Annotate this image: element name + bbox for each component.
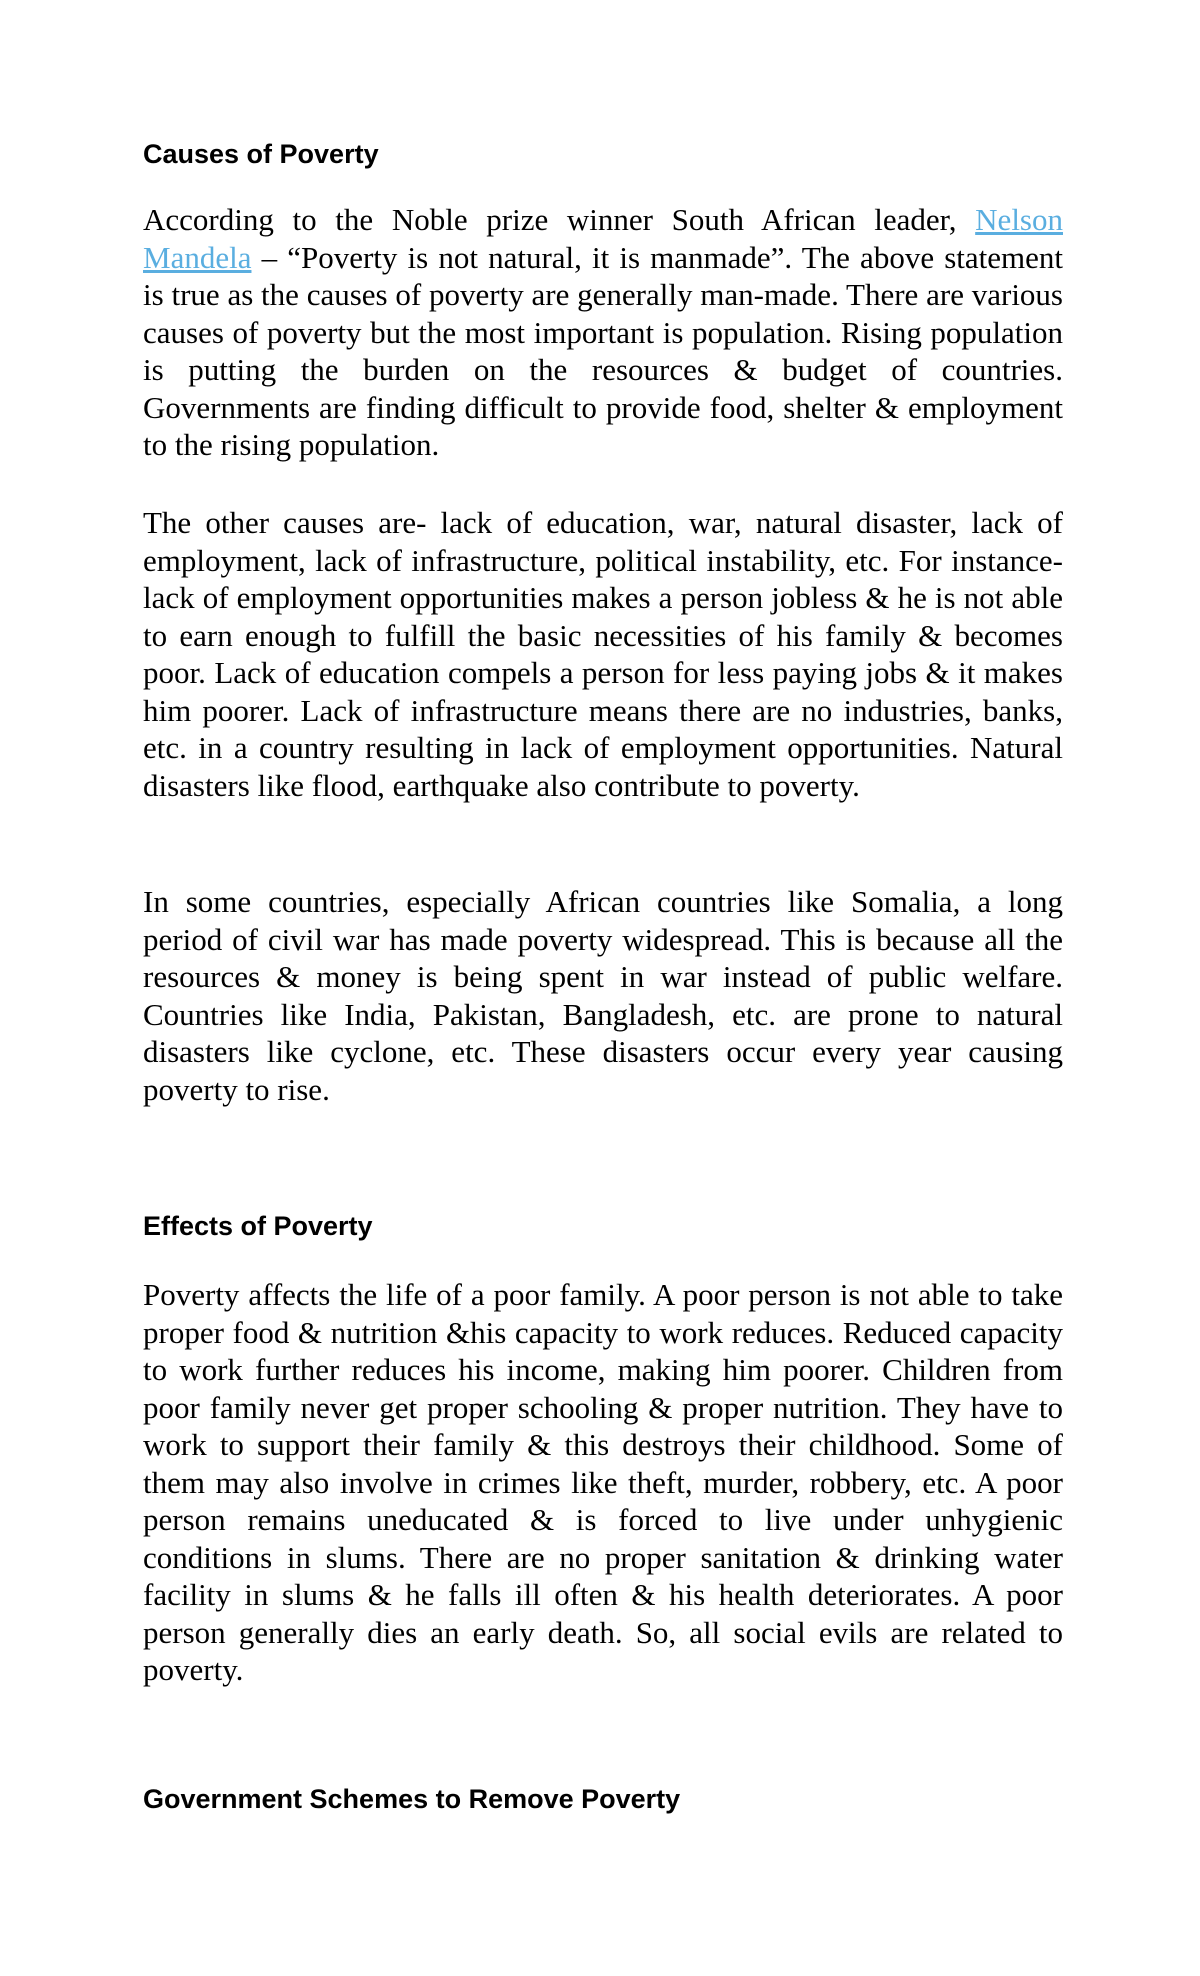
nelson-mandela-link[interactable]: Nelson Mandela bbox=[143, 202, 1063, 275]
paragraph-causes-3: In some countries, especially African countries like Somalia, a long period of civil war has made poverty widespread. This is because all the resources & money is being spent in war instead of public welfare. Countries like India, Pakistan, Bangladesh, etc. are prone to natural disasters like cyclone, etc. These disasters occur every year causing poverty to rise. bbox=[143, 884, 1063, 1107]
paragraph-text: – “Poverty is not natural, it is manmade”. The above statement is true as the causes of poverty are generally man-made. There are various causes of poverty but the most important is population. Rising population is putting the burden on the resources & budget of countries. Governments are finding difficult to provide food, shelter & employment to the rising population. bbox=[143, 239, 1063, 462]
paragraph-causes-2: The other causes are- lack of education, war, natural disaster, lack of employment, lack of infrastructure, political instability, etc. For instance- lack of employment opportunities makes a person jobless & he is not able to earn enough to fulfill the basic necessities of his family & becomes poor. Lack of education compels a person for less paying jobs & it makes him poorer. Lack of infrastructure means there are no industries, banks, etc. in a country resulting in lack of employment opportunities. Natural disasters like flood, earthquake also contribute to poverty. bbox=[143, 505, 1063, 803]
paragraph-text: According to the Noble prize winner South African leader, bbox=[143, 202, 976, 237]
heading-government-schemes: Government Schemes to Remove Poverty bbox=[143, 1784, 681, 1814]
paragraph-effects-1: Poverty affects the life of a poor family. A poor person is not able to take proper food & nutrition &his capacity to work reduces. Reduced capacity to work further reduces his income, making him poorer. Children from poor family never get proper schooling & proper nutrition. They have to work to support their family & this destroys their childhood. Some of them may also involve in crimes like theft, murder, robbery, etc. A poor person remains uneducated & is forced to live under unhygienic conditions in slums. There are no proper sanitation & drinking water facility in slums & he falls ill often & his health deteriorates. A poor person generally dies an early death. So, all social evils are related to poverty. bbox=[143, 1277, 1063, 1687]
paragraph-causes-1 bbox=[143, 201, 1063, 464]
heading-effects-of-poverty: Effects of Poverty bbox=[143, 1211, 373, 1241]
heading-causes-of-poverty: Causes of Poverty bbox=[143, 139, 379, 169]
